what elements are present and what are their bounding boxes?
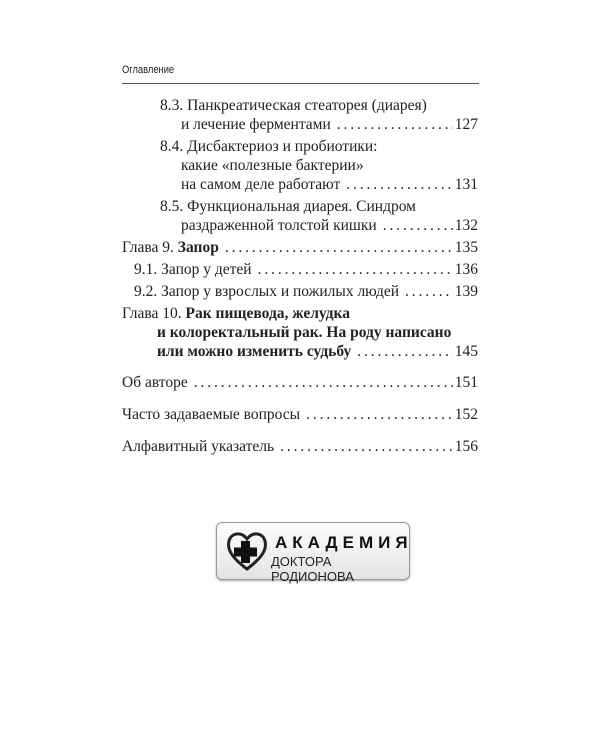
- chapter-title: Запор: [177, 239, 219, 256]
- toc-text: раздраженной толстой кишки: [181, 217, 377, 234]
- toc-text: 8.4. Дисбактериоз и пробиотики:: [160, 138, 378, 155]
- dot-leader: [405, 282, 453, 301]
- toc-entry-8-5[interactable]: [181, 216, 478, 235]
- toc-text: и лечение ферментами: [181, 116, 331, 133]
- toc-line: [181, 156, 478, 175]
- dot-leader: [337, 115, 453, 134]
- page-number: 152: [454, 406, 478, 423]
- toc-entry-9-1[interactable]: [134, 260, 478, 279]
- dot-leader: [280, 437, 453, 456]
- toc-text: Алфавитный указатель: [122, 438, 275, 455]
- page-number: 127: [454, 116, 478, 133]
- toc-entry-chapter-10[interactable]: [157, 342, 478, 361]
- heart-cross-icon: [225, 529, 269, 573]
- chapter-title: Рак пищевода, желудка: [185, 305, 350, 322]
- toc-entry-9-2[interactable]: [134, 282, 478, 301]
- toc-text: 8.5. Функциональная диарея. Синдром: [160, 198, 416, 215]
- logo-subtitle: ДОКТОРА РОДИОНОВА: [271, 554, 354, 584]
- toc-text: 9.2. Запор у взрослых и пожилых людей: [134, 283, 400, 300]
- toc-text: Об авторе: [122, 374, 188, 391]
- page-number: 145: [454, 343, 478, 360]
- toc-line: [157, 323, 478, 342]
- toc-entry-8-3[interactable]: [181, 115, 478, 134]
- dot-leader: [357, 342, 452, 361]
- toc-line: [122, 304, 478, 323]
- page-number: 132: [454, 217, 478, 234]
- logo-title: АКАДЕМИЯ: [275, 533, 413, 552]
- toc-entry-about-author[interactable]: [122, 373, 478, 392]
- toc-line: [160, 96, 478, 115]
- page-number: 139: [454, 283, 478, 300]
- page-number: 136: [454, 261, 478, 278]
- chapter-title: и колоректальный рак. На роду написано: [157, 324, 452, 341]
- toc-line: [160, 197, 478, 216]
- page-number: 131: [454, 176, 478, 193]
- dot-leader: [383, 216, 453, 235]
- toc-entry-chapter-9[interactable]: [122, 238, 478, 257]
- running-header: Оглавление: [122, 64, 175, 76]
- page-number: 151: [454, 374, 478, 391]
- page-number: 135: [454, 239, 478, 256]
- dot-leader: [306, 405, 453, 424]
- dot-leader: [225, 238, 453, 257]
- toc-text: [122, 238, 219, 257]
- header-rule: [122, 83, 479, 84]
- dot-leader: [258, 260, 453, 279]
- chapter-prefix: Глава 9.: [122, 239, 178, 256]
- toc-text: Часто задаваемые вопросы: [122, 406, 301, 423]
- toc-entry-8-4[interactable]: [181, 175, 478, 194]
- academy-logo: [216, 522, 413, 584]
- toc-text: какие «полезные бактерии»: [181, 157, 364, 174]
- chapter-title: или можно изменить судьбу: [157, 343, 352, 360]
- toc-entry-faq[interactable]: [122, 405, 478, 424]
- dot-leader: [194, 373, 453, 392]
- toc-line: [160, 137, 478, 156]
- toc-text: 8.3. Панкреатическая стеаторея (диарея): [160, 97, 427, 114]
- dot-leader: [346, 175, 452, 194]
- toc-text: 9.1. Запор у детей: [134, 261, 252, 278]
- toc-text: на самом деле работают: [181, 176, 341, 193]
- toc-entry-index[interactable]: [122, 437, 478, 456]
- toc-text: [122, 304, 350, 323]
- page-number: 156: [454, 438, 478, 455]
- chapter-prefix: Глава 10.: [122, 305, 186, 322]
